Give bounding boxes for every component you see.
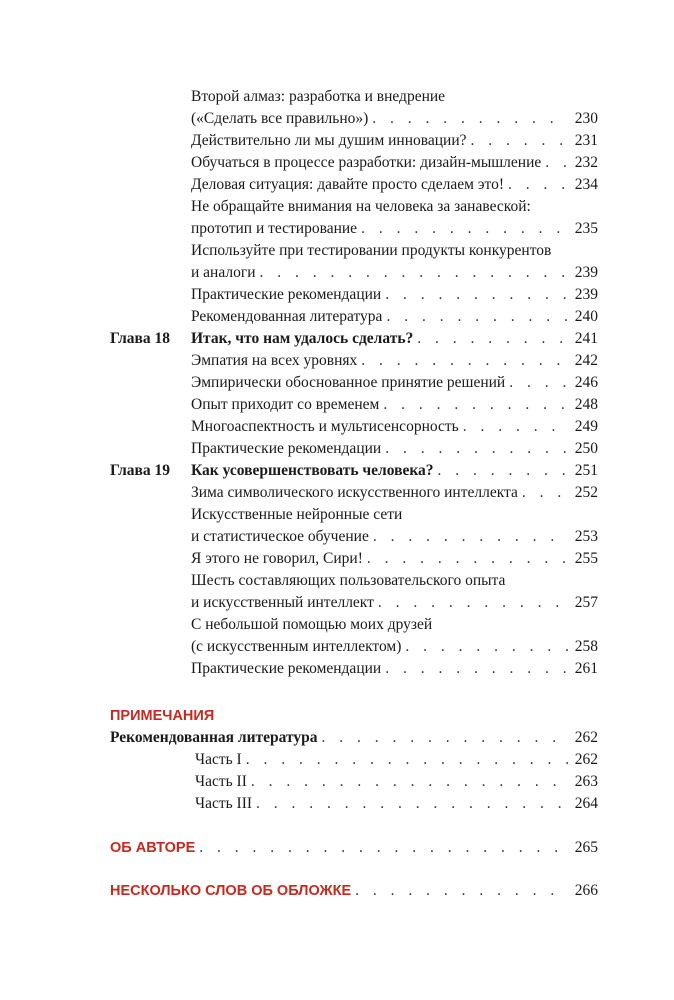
page-number: 263 bbox=[574, 773, 598, 790]
page-number: 230 bbox=[574, 110, 598, 127]
leader-dots bbox=[251, 771, 568, 793]
page-number: 262 bbox=[574, 751, 598, 768]
page-number: 241 bbox=[574, 330, 598, 347]
leader-dots bbox=[355, 880, 568, 902]
notes-heading[interactable] bbox=[110, 705, 598, 727]
toc-entry[interactable] bbox=[191, 152, 598, 174]
entry-title: Я этого не говорил, Сири! bbox=[191, 550, 363, 567]
chapter-label: Глава 18 bbox=[110, 330, 171, 347]
page-number: 240 bbox=[574, 308, 598, 325]
literature-entry[interactable] bbox=[110, 727, 598, 749]
entry-title: Зима символического искусственного интеллекта bbox=[191, 484, 518, 501]
toc-entry[interactable] bbox=[191, 174, 598, 196]
part-entry[interactable] bbox=[191, 749, 598, 771]
leader-dots bbox=[361, 350, 568, 372]
entry-title: и статистическое обучение bbox=[191, 528, 369, 545]
leader-dots bbox=[385, 438, 568, 460]
entry-title: ОБ АВТОРЕ bbox=[110, 840, 196, 856]
page-number: 252 bbox=[574, 484, 598, 501]
page-number: 234 bbox=[574, 176, 598, 193]
toc-entry[interactable] bbox=[191, 262, 598, 284]
entry-title: ПРИМЕЧАНИЯ bbox=[110, 708, 215, 724]
page-number: 251 bbox=[574, 462, 598, 479]
toc-entry-line1 bbox=[191, 504, 598, 526]
about-author-entry[interactable] bbox=[110, 837, 598, 859]
page-number: 232 bbox=[574, 154, 598, 171]
toc-entry[interactable] bbox=[191, 284, 598, 306]
toc-entry-line1 bbox=[191, 614, 598, 636]
leader-dots bbox=[463, 416, 568, 438]
toc-entry[interactable] bbox=[191, 306, 598, 328]
entry-title: и искусственный интеллект bbox=[191, 594, 374, 611]
entry-title: Искусственные нейронные сети bbox=[191, 506, 403, 523]
chapter-title-entry[interactable] bbox=[191, 460, 598, 482]
leader-dots bbox=[386, 306, 568, 328]
leader-dots bbox=[522, 482, 568, 504]
toc-entry[interactable] bbox=[191, 658, 598, 680]
leader-dots bbox=[385, 658, 568, 680]
page-number: 257 bbox=[574, 594, 598, 611]
page-number: 255 bbox=[574, 550, 598, 567]
toc-entry[interactable] bbox=[191, 548, 598, 570]
entry-title: Используйте при тестировании продукты конкурентов bbox=[191, 242, 552, 259]
leader-dots bbox=[508, 174, 568, 196]
toc-entry[interactable] bbox=[191, 130, 598, 152]
leader-dots bbox=[545, 152, 568, 174]
entry-title: Деловая ситуация: давайте просто сделаем это! bbox=[191, 176, 504, 193]
toc-entry-line1 bbox=[191, 240, 598, 262]
leader-dots bbox=[405, 636, 568, 658]
toc-entry[interactable] bbox=[191, 438, 598, 460]
entry-title: Практические рекомендации bbox=[191, 286, 382, 303]
entry-title: Практические рекомендации bbox=[191, 440, 382, 457]
page-number: 239 bbox=[574, 286, 598, 303]
leader-dots bbox=[373, 526, 568, 548]
page-number: 253 bbox=[574, 528, 598, 545]
entry-title: Часть I bbox=[195, 751, 242, 768]
page-number: 266 bbox=[574, 882, 598, 899]
entry-title: Не обращайте внимания на человека за занавеской: bbox=[191, 198, 531, 215]
entry-title: Действительно ли мы душим инновации? bbox=[191, 132, 467, 149]
leader-dots bbox=[383, 394, 568, 416]
entry-title: Второй алмаз: разработка и внедрение bbox=[191, 88, 446, 105]
entry-title: Практические рекомендации bbox=[191, 660, 382, 677]
leader-dots bbox=[256, 793, 568, 815]
toc-entry[interactable] bbox=[191, 372, 598, 394]
page-number: 262 bbox=[574, 729, 598, 746]
entry-title: Как усовершенствовать человека? bbox=[191, 462, 434, 479]
toc-entry[interactable] bbox=[191, 394, 598, 416]
toc-entry-line1 bbox=[191, 196, 598, 218]
page-number: 246 bbox=[574, 374, 598, 391]
part-entry[interactable] bbox=[191, 793, 598, 815]
page-number: 235 bbox=[574, 220, 598, 237]
entry-title: и аналоги bbox=[191, 264, 256, 281]
leader-dots bbox=[372, 108, 568, 130]
entry-title: Многоаспектность и мультисенсорность bbox=[191, 418, 459, 435]
entry-title: Рекомендованная литература bbox=[110, 729, 318, 746]
toc-entry[interactable] bbox=[191, 416, 598, 438]
entry-title: Опыт приходит со временем bbox=[191, 396, 380, 413]
chapter-title-entry[interactable] bbox=[191, 328, 598, 350]
page-number: 239 bbox=[574, 264, 598, 281]
page-number: 242 bbox=[574, 352, 598, 369]
page-number: 261 bbox=[574, 660, 598, 677]
page-number: 249 bbox=[574, 418, 598, 435]
page-number: 250 bbox=[574, 440, 598, 457]
toc-entry[interactable] bbox=[191, 482, 598, 504]
toc-entry[interactable] bbox=[191, 526, 598, 548]
about-cover-entry[interactable] bbox=[110, 880, 598, 902]
page-number: 265 bbox=[574, 839, 598, 856]
leader-dots bbox=[260, 262, 569, 284]
entry-title: прототип и тестирование bbox=[191, 220, 358, 237]
toc-entry-line1 bbox=[191, 570, 598, 592]
entry-title: Часть III bbox=[195, 795, 253, 812]
toc-entry-line1 bbox=[191, 86, 598, 108]
toc-entry[interactable] bbox=[191, 592, 598, 614]
page-number: 258 bbox=[574, 638, 598, 655]
entry-title: Часть II bbox=[195, 773, 247, 790]
leader-dots bbox=[438, 460, 568, 482]
entry-title: Шесть составляющих пользовательского опыта bbox=[191, 572, 506, 589]
entry-title: Эмпирически обоснованное принятие решений bbox=[191, 374, 506, 391]
entry-title: НЕСКОЛЬКО СЛОВ ОБ ОБЛОЖКЕ bbox=[110, 883, 352, 899]
entry-title: («Сделать все правильно») bbox=[191, 110, 369, 127]
leader-dots bbox=[378, 592, 568, 614]
leader-dots bbox=[246, 749, 568, 771]
entry-title: (с искусственным интеллектом) bbox=[191, 638, 402, 655]
page-number: 231 bbox=[574, 132, 598, 149]
chapter-label: Глава 19 bbox=[110, 462, 171, 479]
toc-entry[interactable] bbox=[191, 350, 598, 372]
entry-title: Обучаться в процессе разработки: дизайн-мышление bbox=[191, 154, 542, 171]
part-entry[interactable] bbox=[191, 771, 598, 793]
leader-dots bbox=[322, 727, 568, 749]
leader-dots bbox=[417, 328, 568, 350]
page-number: 248 bbox=[574, 396, 598, 413]
leader-dots bbox=[367, 548, 568, 570]
page-number: 264 bbox=[574, 795, 598, 812]
leader-dots bbox=[199, 837, 568, 859]
entry-title: С небольшой помощью моих друзей bbox=[191, 616, 433, 633]
toc-entry[interactable] bbox=[191, 108, 598, 130]
entry-title: Рекомендованная литература bbox=[191, 308, 383, 325]
leader-dots bbox=[385, 284, 568, 306]
toc-entry[interactable] bbox=[191, 636, 598, 658]
leader-dots bbox=[361, 218, 568, 240]
leader-dots bbox=[471, 130, 568, 152]
leader-dots bbox=[509, 372, 568, 394]
toc-entry[interactable] bbox=[191, 218, 598, 240]
entry-title: Итак, что нам удалось сделать? bbox=[191, 330, 414, 347]
entry-title: Эмпатия на всех уровнях bbox=[191, 352, 358, 369]
